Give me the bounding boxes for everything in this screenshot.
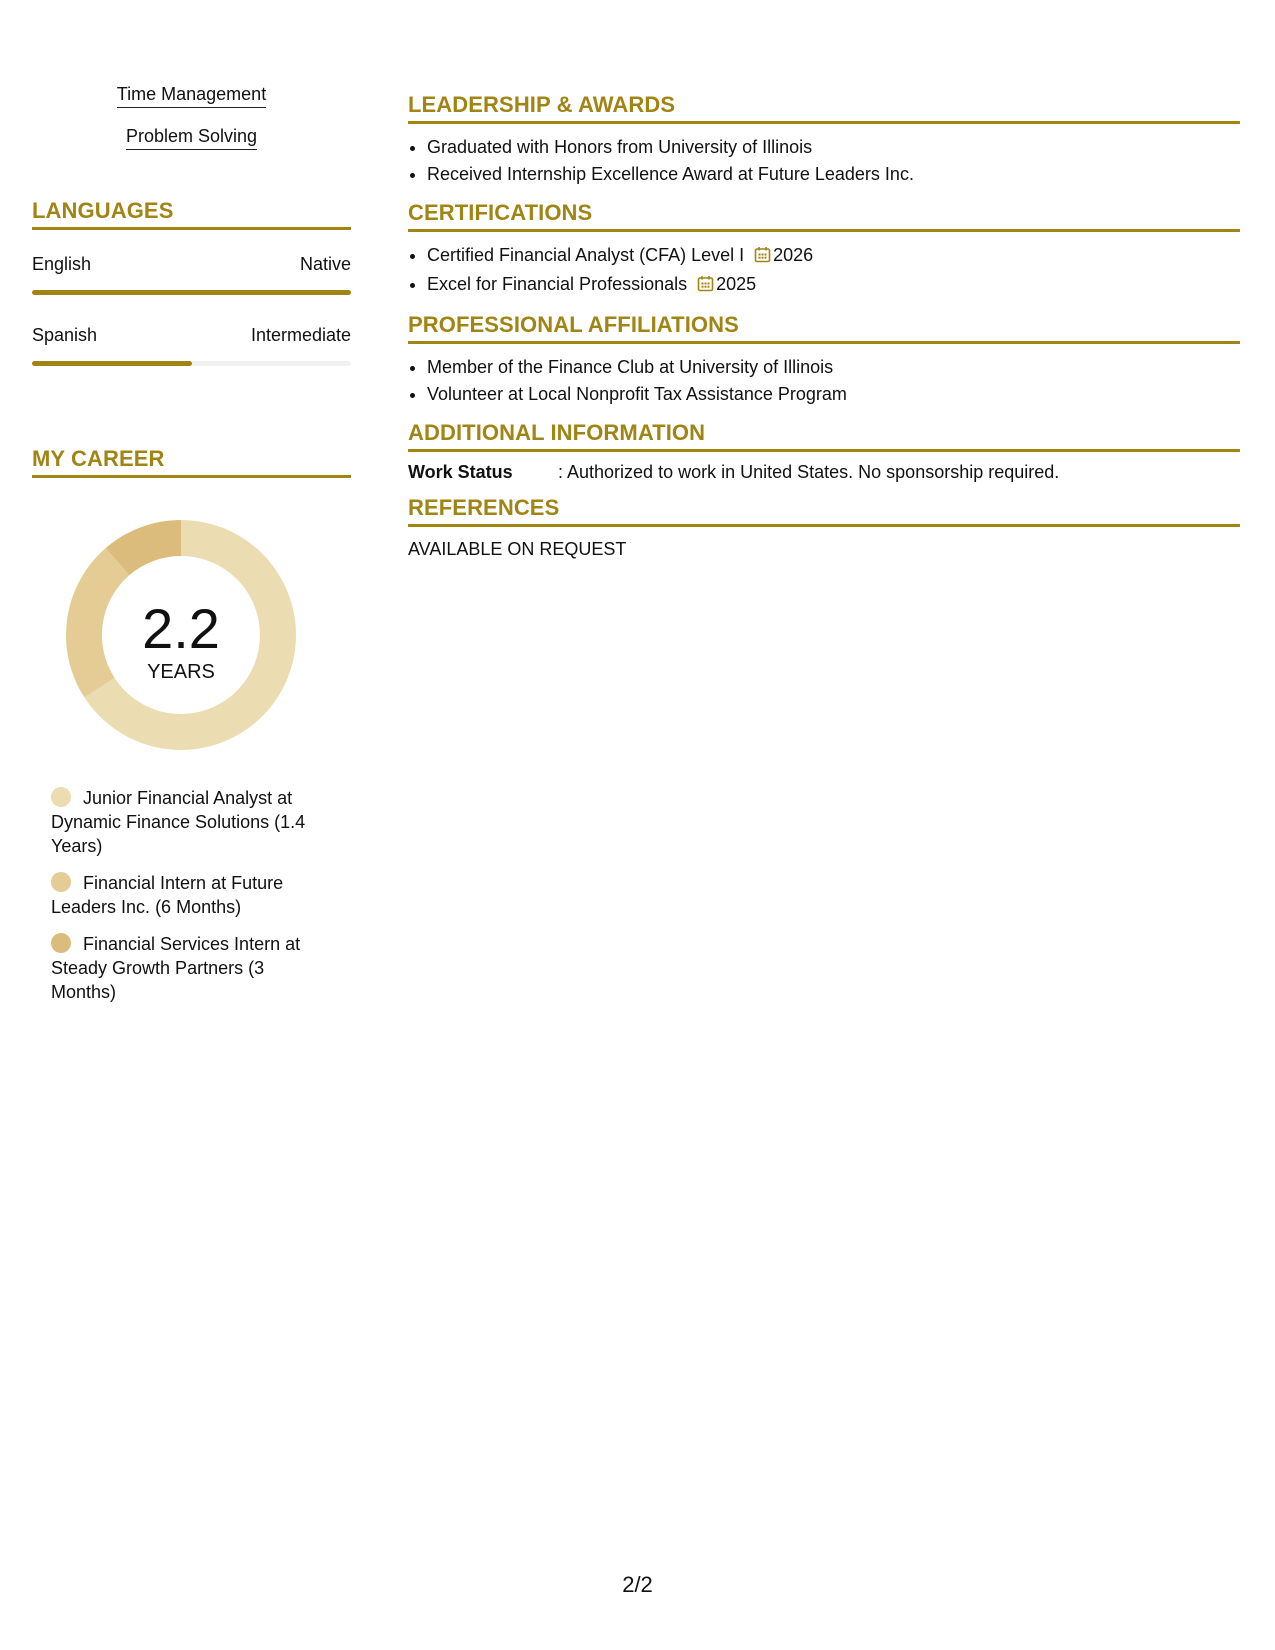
references-section — [408, 495, 1240, 560]
skill-item: Time Management — [32, 84, 351, 108]
legend-dot — [51, 933, 71, 953]
work-status-row — [408, 462, 1240, 483]
calendar-icon — [754, 244, 771, 271]
list-item: • Received Internship Excellence Award at Future Leaders Inc. — [427, 161, 1240, 188]
left-column — [32, 84, 351, 1017]
career-total-years: 2.2 — [142, 597, 220, 660]
work-status-label: Work Status — [408, 462, 513, 482]
certification-year: 2025 — [716, 274, 757, 294]
page-number: 2/2 — [622, 1572, 653, 1597]
affiliations-section — [408, 312, 1240, 408]
language-row — [32, 325, 351, 346]
language-name: English — [32, 254, 92, 274]
language-proficiency-bar — [32, 361, 351, 366]
certifications-heading: CERTIFICATIONS — [408, 200, 1240, 232]
affiliations-heading: PROFESSIONAL AFFILIATIONS — [408, 312, 1240, 344]
career-donut-chart — [66, 520, 296, 750]
leadership-heading: LEADERSHIP & AWARDS — [408, 92, 1240, 124]
skill-item: Problem Solving — [32, 126, 351, 150]
legend-item: Junior Financial Analyst at Dynamic Finance Solutions (1.4 Years) — [51, 788, 306, 856]
legend-item: Financial Intern at Future Leaders Inc. (6 Months) — [51, 873, 284, 917]
affiliations-list — [408, 354, 1240, 408]
language-name: Spanish — [32, 325, 98, 345]
language-level: Native — [299, 254, 351, 274]
list-item: • Volunteer at Local Nonprofit Tax Assistance Program — [427, 381, 1240, 408]
calendar-icon — [697, 273, 714, 300]
legend-item: Financial Services Intern at Steady Growth Partners (3 Months) — [51, 934, 301, 1002]
leadership-list — [408, 134, 1240, 188]
certifications-section — [408, 200, 1240, 300]
work-status-value: : Authorized to work in United States. No sponsorship required. — [558, 462, 1060, 482]
career-heading: MY CAREER — [32, 446, 351, 478]
references-text: AVAILABLE ON REQUEST — [408, 539, 627, 559]
list-item: • Graduated with Honors from University of Illinois — [427, 134, 1240, 161]
language-row — [32, 254, 351, 275]
list-item: • Certified Financial Analyst (CFA) Level I 2026 — [427, 242, 1240, 271]
right-column — [408, 92, 1240, 572]
references-heading: REFERENCES — [408, 495, 1240, 527]
legend-dot — [51, 787, 71, 807]
certification-year: 2026 — [773, 245, 814, 265]
list-item: • Member of the Finance Club at University of Illinois — [427, 354, 1240, 381]
additional-info-heading: ADDITIONAL INFORMATION — [408, 420, 1240, 452]
leadership-section — [408, 92, 1240, 188]
certifications-list — [408, 242, 1240, 300]
career-legend — [51, 786, 331, 1004]
career-total-unit: YEARS — [147, 661, 215, 683]
language-proficiency-bar — [32, 290, 351, 295]
languages-heading: LANGUAGES — [32, 198, 351, 230]
list-item: • Excel for Financial Professionals 2025 — [427, 271, 1240, 300]
language-level: Intermediate — [250, 325, 351, 345]
additional-info-section — [408, 420, 1240, 483]
legend-dot — [51, 872, 71, 892]
